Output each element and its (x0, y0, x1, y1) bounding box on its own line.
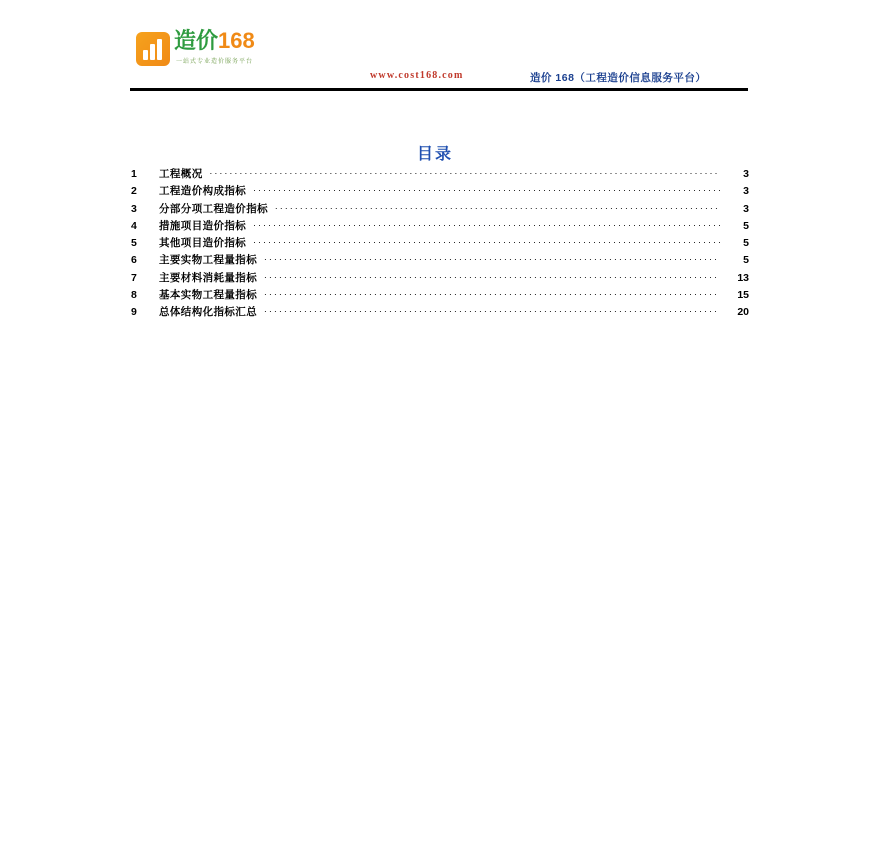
toc-entry[interactable] (131, 270, 749, 287)
logo-subtitle: 一站式专业造价服务平台 (176, 59, 254, 65)
toc-leader-dots (264, 252, 720, 263)
toc-leader-dots (253, 183, 720, 194)
toc-leader-dots (275, 201, 720, 212)
toc-heading: 目录 (416, 146, 453, 163)
table-of-contents (131, 166, 749, 322)
toc-entry[interactable] (131, 287, 749, 304)
toc-entry-page: 13 (737, 271, 749, 284)
toc-entry[interactable] (131, 166, 749, 183)
toc-entry-label: 总体结构化指标汇总 (159, 306, 258, 319)
toc-entry[interactable] (131, 218, 749, 235)
toc-leader-dots (264, 287, 720, 298)
toc-entry-number: 8 (131, 289, 137, 302)
toc-entry[interactable] (131, 304, 749, 321)
logo-wordmark-main: 造价 (174, 28, 219, 53)
toc-entry-number: 7 (131, 271, 137, 284)
toc-entry-label: 措施项目造价指标 (159, 219, 247, 232)
toc-entry-number: 4 (131, 219, 137, 232)
toc-entry-number: 2 (131, 185, 137, 198)
toc-leader-dots (253, 235, 720, 246)
logo-wordmark-number: 168 (218, 28, 255, 53)
toc-entry[interactable] (131, 235, 749, 252)
toc-entry-label: 工程造价构成指标 (159, 185, 247, 198)
header-divider (130, 88, 748, 91)
toc-entry-label: 主要材料消耗量指标 (159, 271, 258, 284)
toc-entry-page: 3 (743, 185, 749, 198)
toc-entry-number: 5 (131, 237, 137, 250)
site-logo (136, 28, 281, 78)
toc-entry-number: 3 (131, 202, 137, 215)
site-url: www.cost168.com (370, 70, 464, 81)
toc-leader-dots (264, 270, 720, 281)
toc-leader-dots (253, 218, 720, 229)
toc-entry-page: 5 (743, 254, 749, 267)
toc-entry-label: 其他项目造价指标 (159, 237, 247, 250)
logo-wordmark (174, 29, 255, 53)
page-header (130, 28, 748, 90)
toc-entry-page: 5 (743, 237, 749, 250)
toc-entry-page: 20 (737, 306, 749, 319)
toc-entry-label: 主要实物工程量指标 (159, 254, 258, 267)
toc-entry[interactable] (131, 252, 749, 269)
toc-entry-page: 5 (743, 219, 749, 232)
toc-entry[interactable] (131, 201, 749, 218)
toc-entry-number: 1 (131, 168, 137, 180)
toc-entry-number: 6 (131, 254, 137, 267)
site-title: 造价 168（工程造价信息服务平台） (530, 72, 707, 84)
toc-entry-label: 分部分项工程造价指标 (159, 202, 268, 215)
toc-entry-page: 3 (743, 168, 749, 180)
toc-entry-number: 9 (131, 306, 137, 319)
toc-leader-dots (264, 304, 720, 315)
logo-icon (136, 32, 170, 66)
toc-entry-page: 15 (737, 289, 749, 302)
toc-leader-dots (210, 166, 720, 177)
toc-entry-page: 3 (743, 202, 749, 215)
toc-entry-label: 基本实物工程量指标 (159, 289, 258, 302)
toc-entry[interactable] (131, 183, 749, 200)
toc-entry-label: 工程概况 (159, 168, 203, 180)
